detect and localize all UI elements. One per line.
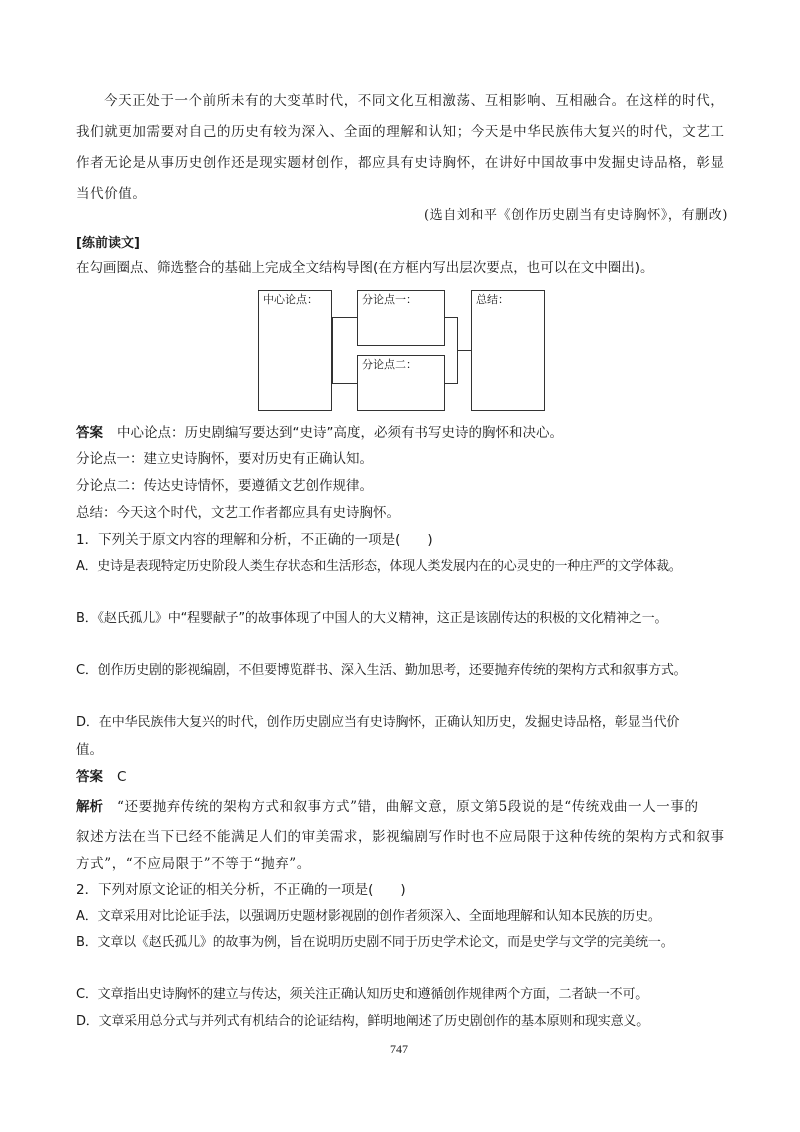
answer-sub-point-2: 分论点二：传达史诗情怀，要遵循文艺创作规律。	[76, 478, 373, 494]
passage-line-4: 当代价值。	[76, 186, 147, 202]
sub-point-1-box	[357, 290, 445, 346]
answer-label: 答案	[76, 425, 103, 441]
q1-analysis-line-2: 叙述方法在当下已经不能满足人们的审美需求，影视编剧写作时也不应局限于这种传统的架构方式和叙事	[76, 829, 725, 845]
page-number: 747	[390, 1042, 408, 1056]
q1-answer: C	[117, 769, 127, 785]
q2-option-c: C．文章指出史诗胸怀的建立与传达，须关注正确认知历史和遵循创作规律两个方面，二者缺一不可。	[76, 987, 649, 1002]
prereading-heading: [练前读文]	[76, 236, 140, 251]
q1-analysis-label: 解析	[76, 799, 103, 815]
sub-point-1-label: 分论点一：	[362, 293, 417, 306]
q2-option-d: D．文章采用总分式与并列式有机结合的论证结构，鲜明地阐述了历史剧创作的基本原则和现实意义。	[76, 1014, 650, 1029]
passage-source: (选自刘和平《创作历史剧当有史诗胸怀》，有删改)	[423, 208, 728, 223]
connector	[332, 317, 357, 318]
q1-analysis-line-1	[76, 797, 699, 817]
q1-option-d-line-1: D．在中华民族伟大复兴的时代，创作历史剧应当有史诗胸怀，正确认知历史，发掘史诗品格，彰显当代价	[76, 715, 680, 730]
connector	[332, 317, 333, 384]
sub-point-2-box	[357, 355, 445, 411]
q1-option-c: C．创作历史剧的影视编剧，不但要博览群书、深入生活、勤加思考，还要抛弃传统的架构方式和叙事方式。	[76, 663, 687, 678]
q2-option-b: B．文章以《赵氏孤儿》的故事为例，旨在说明历史剧不同于历史学术论文，而是史学与文学的完美统一。	[76, 935, 674, 950]
passage-line-3: 作者无论是从事历史创作还是现实题材创作，都应具有史诗胸怀，在讲好中国故事中发掘史诗品格，彰显	[76, 155, 725, 171]
center-thesis-label: 中心论点：	[263, 293, 318, 306]
q2-option-a: A．文章采用对比论证手法，以强调历史题材影视剧的创作者须深入、全面地理解和认知本民族的历史。	[76, 909, 661, 924]
answer-summary: 总结：今天这个时代，文艺工作者都应具有史诗胸怀。	[76, 505, 400, 521]
answer-block-line	[76, 423, 563, 443]
q1-stem: 1．下列关于原文内容的理解和分析，不正确的一项是( )	[76, 532, 433, 548]
summary-label: 总结：	[476, 293, 509, 306]
sub-point-2-label: 分论点二：	[362, 358, 417, 371]
answer-center-thesis: 中心论点：历史剧编写要达到“史诗”高度，必须有书写史诗的胸怀和决心。	[117, 425, 563, 441]
connector	[445, 317, 457, 318]
q1-answer-line	[76, 767, 126, 787]
q1-option-a: A．史诗是表现特定历史阶段人类生存状态和生活形态，体现人类发展内在的心灵史的一种庄严的文学体裁。	[76, 559, 682, 574]
summary-box	[471, 290, 545, 411]
connector	[445, 383, 457, 384]
q2-stem: 2．下列对原文论证的相关分析，不正确的一项是( )	[76, 882, 406, 898]
passage-line-1: 今天正处于一个前所未有的大变革时代，不同文化互相激荡、互相影响、互相融合。在这样的时代，	[104, 93, 725, 109]
q1-option-d-line-2: 值。	[76, 742, 103, 758]
passage-line-2: 我们就更加需要对自己的历史有较为深入、全面的理解和认知；今天是中华民族伟大复兴的时代，文艺工	[76, 124, 725, 140]
q1-analysis-line-3: 方式”，“不应局限于”不等于“抛弃”。	[76, 856, 311, 872]
answer-sub-point-1: 分论点一：建立史诗胸怀，要对历史有正确认知。	[76, 451, 373, 467]
connector	[332, 383, 357, 384]
connector	[457, 350, 471, 351]
q1-option-b: B．《赵氏孤儿》中“程婴献子”的故事体现了中国人的大义精神，这正是该剧传达的积极的文化精神之一。	[76, 611, 668, 626]
q1-answer-label: 答案	[76, 769, 103, 785]
q1-analysis-text-1: “还要抛弃传统的架构方式和叙事方式”错，曲解文意，原文第5段说的是“传统戏曲一人一事的	[117, 799, 699, 815]
prereading-instruction: 在勾画圈点、筛选整合的基础上完成全文结构导图(在方框内写出层次要点，也可以在文中圈出)。	[76, 260, 654, 276]
center-thesis-box	[258, 290, 332, 411]
